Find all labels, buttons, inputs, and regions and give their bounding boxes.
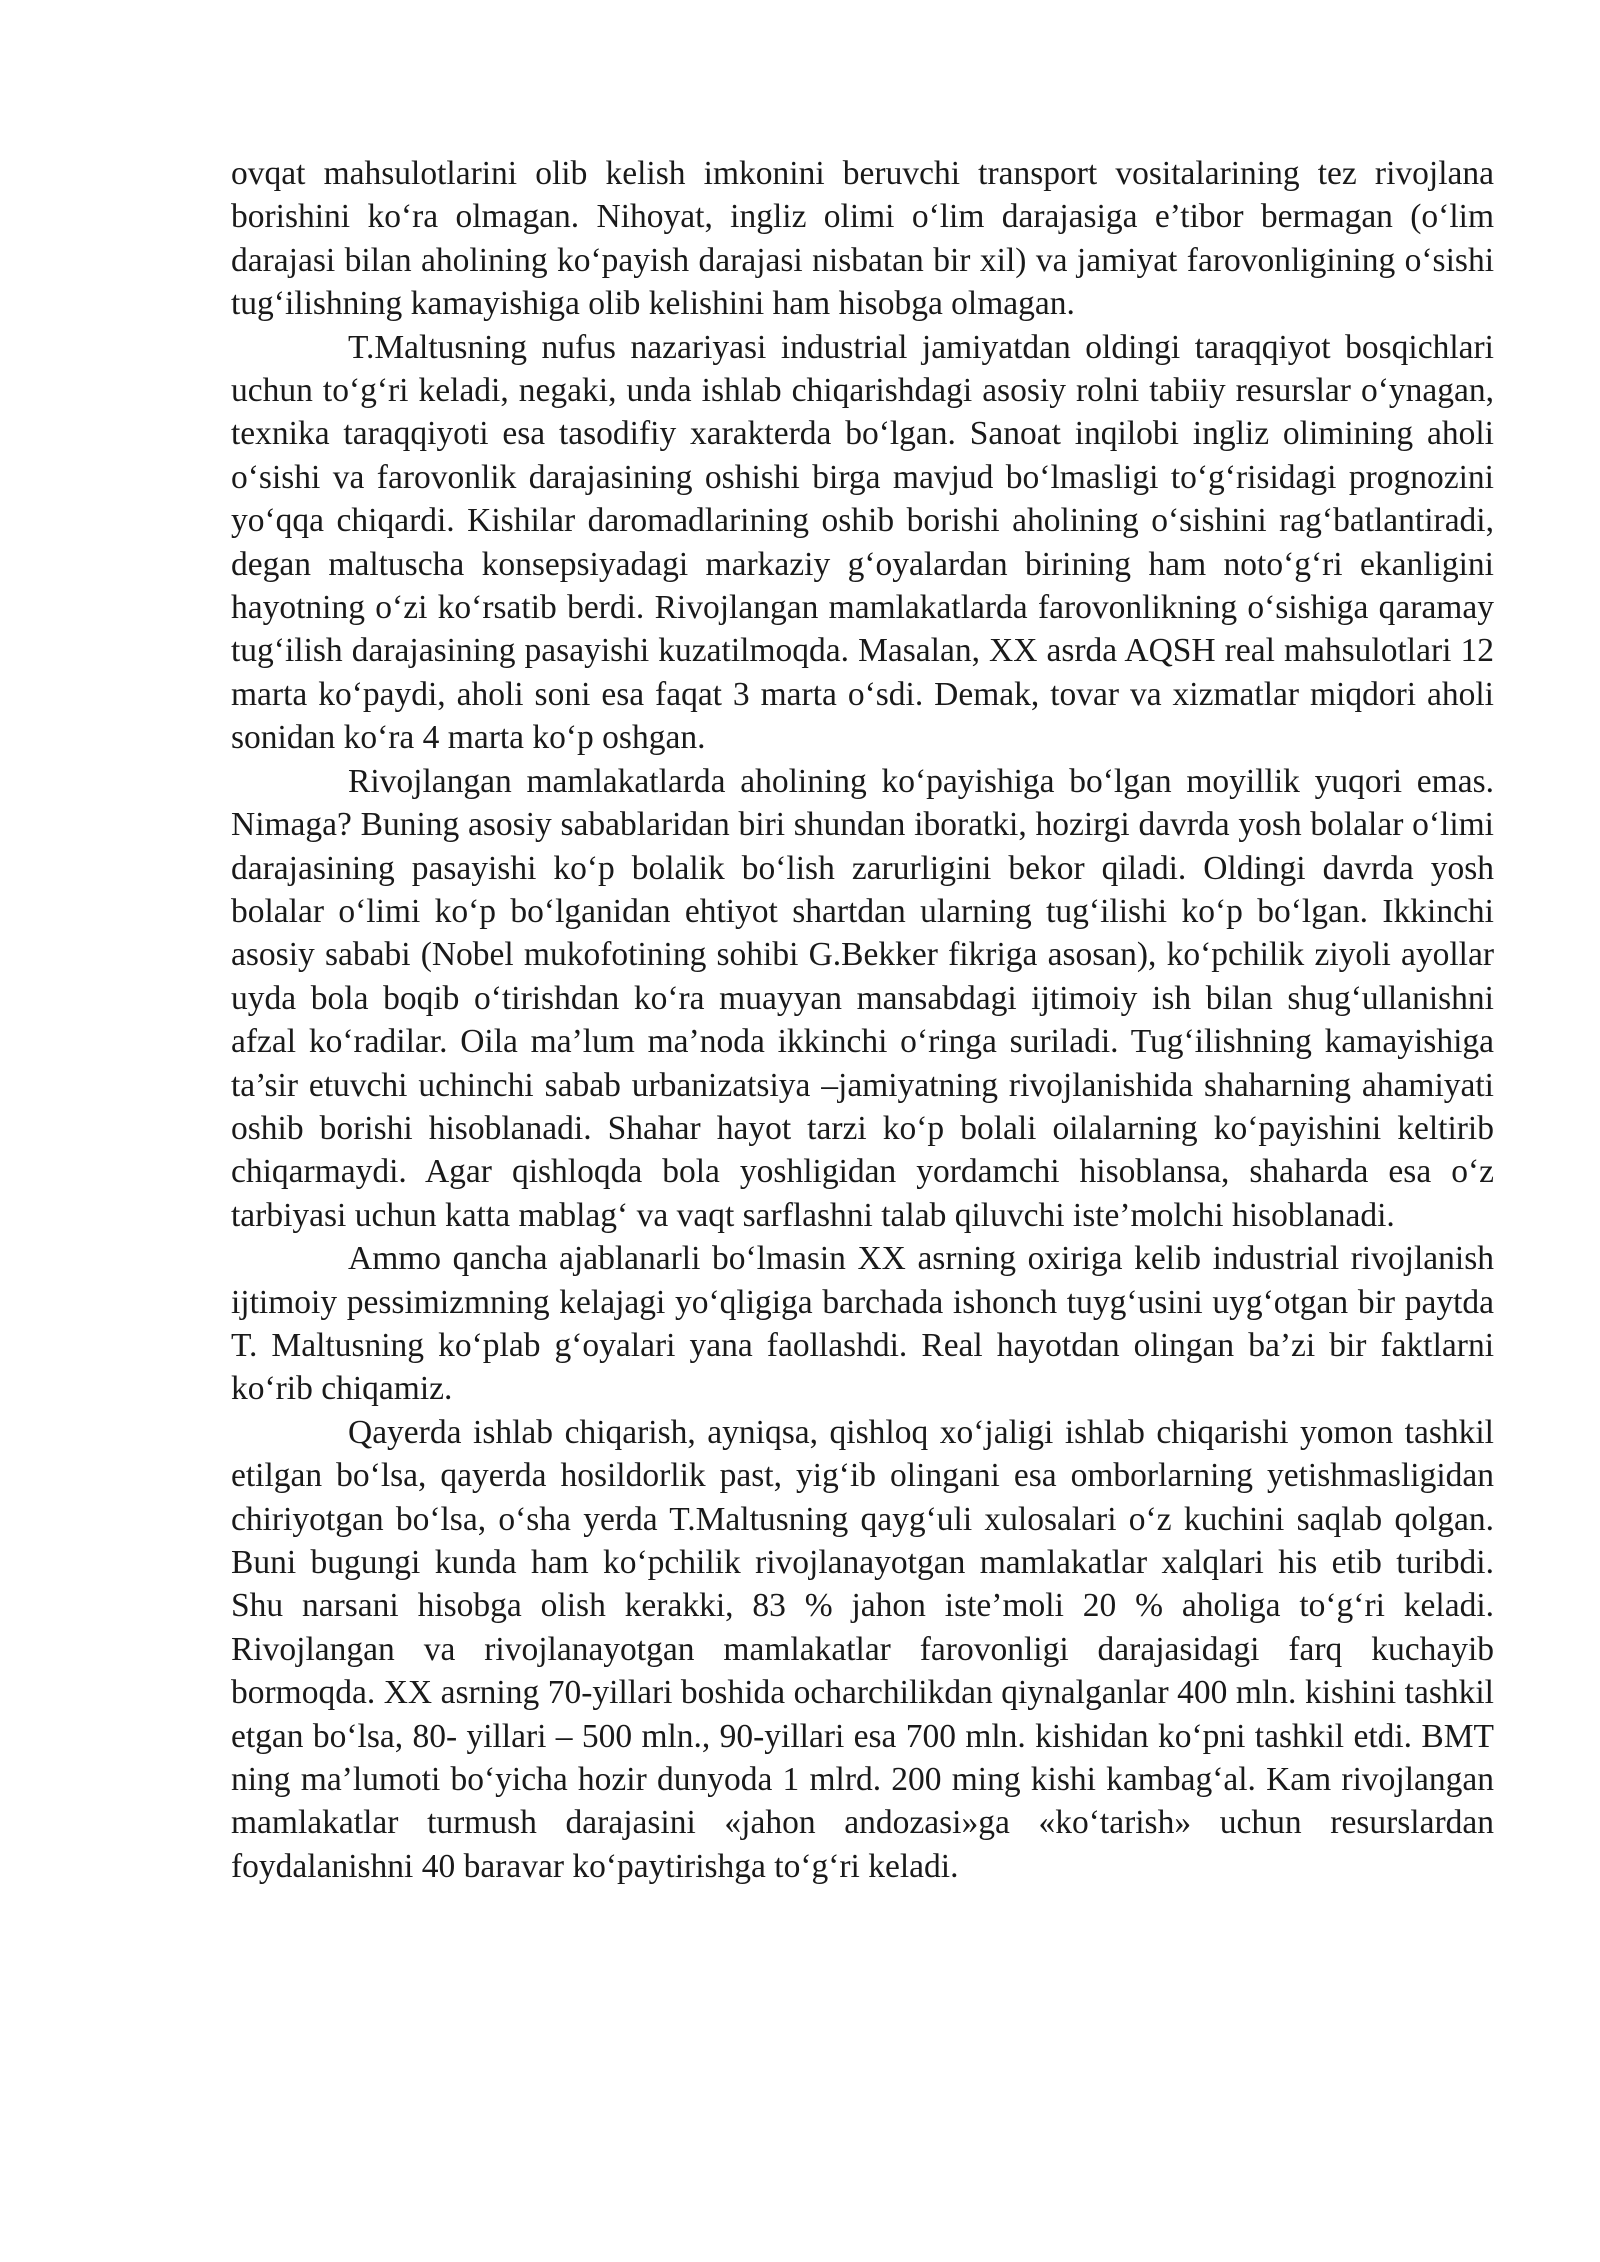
document-page [231, 152, 1494, 1888]
paragraph-2: T.Maltusning nufus nazariyasi industrial jamiyatdan oldingi taraqqiyot bosqichlari uchun toʻgʻri keladi, negaki, unda ishlab chiqarishdagi asosiy rolni tabiiy resurslar oʻynagan, texnika taraqqiyoti esa tasodifiy xarakterda boʻlgan. Sanoat inqilobi ingliz olimining aholi oʻsishi va farovonlik darajasining oshishi birga mavjud boʻlmasligi toʻgʻrisidagi prognozini yoʻqqa chiqardi. Kishilar daromadlarining oshib borishi aholining oʻsishini ragʻbatlantiradi, degan maltuscha konsepsiyadagi markaziy gʻoyalardan birining ham notoʻgʻri ekanligini hayotning oʻzi koʻrsatib berdi. Rivojlangan mamlakatlarda farovonlikning oʻsishiga qaramay tugʻilish darajasining pasayishi kuzatilmoqda. Masalan, XX asrda AQSH real mahsulotlari 12 marta koʻpaydi, aholi soni esa faqat 3 marta oʻsdi. Demak, tovar va xizmatlar miqdori aholi sonidan koʻra 4 marta koʻp oshgan. [231, 328, 1494, 757]
paragraph-4: Ammo qancha ajablanarli boʻlmasin XX asrning oxiriga kelib industrial rivojlanish ijtimoiy pessimizmning kelajagi yoʻqligiga barchada ishonch tuygʻusini uygʻotgan bir paytda T. Maltusning koʻplab gʻoyalari yana faollashdi. Real hayotdan olingan ba’zi bir faktlarni koʻrib chiqamiz. [231, 1240, 1494, 1408]
paragraph-1: ovqat mahsulotlarini olib kelish imkonini beruvchi transport vositalarining tez rivojlana borishini koʻra olmagan. Nihoyat, ingliz olimi oʻlim darajasiga e’tibor bermagan (oʻlim darajasi bilan aholining koʻpayish darajasi nisbatan bir xil) va jamiyat farovonligining oʻsishi tugʻilishning kamayishiga olib kelishini ham hisobga olmagan. [231, 155, 1494, 323]
paragraph-3: Rivojlangan mamlakatlarda aholining koʻpayishiga boʻlgan moyillik yuqori emas. Nimaga? Buning asosiy sabablaridan biri shundan iboratki, hozirgi davrda yosh bolalar oʻlimi darajasining pasayishi koʻp bolalik boʻlish zarurligini bekor qiladi. Oldingi davrda yosh bolalar oʻlimi koʻp boʻlganidan ehtiyot shartdan ularning tugʻilishi koʻp boʻlgan. Ikkinchi asosiy sababi (Nobel mukofotining sohibi G.Bekker fikriga asosan), koʻpchilik ziyoli ayollar uyda bola boqib oʻtirishdan koʻra muayyan mansabdagi ijtimoiy ish bilan shugʻullanishni afzal koʻradilar. Oila ma’lum ma’noda ikkinchi oʻringa suriladi. Tugʻilishning kamayishiga ta’sir etuvchi uchinchi sabab urbanizatsiya –jamiyatning rivojlanishida shaharning ahamiyati oshib borishi hisoblanadi. Shahar hayot tarzi koʻp bolali oilalarning koʻpayishini keltirib chiqarmaydi. Agar qishloqda bola yoshligidan yordamchi hisoblansa, shaharda esa oʻz tarbiyasi uchun katta mablagʻ va vaqt sarflashni talab qiluvchi iste’molchi hisoblanadi. [231, 762, 1494, 1234]
paragraph-5: Qayerda ishlab chiqarish, ayniqsa, qishloq xoʻjaligi ishlab chiqarishi yomon tashkil etilgan boʻlsa, qayerda hosildorlik past, yigʻib olingani esa omborlarning yetishmasligidan chiriyotgan boʻlsa, oʻsha yerda T.Maltusning qaygʻuli xulosalari oʻz kuchini saqlab qolgan. Buni bugungi kunda ham koʻpchilik rivojlanayotgan mamlakatlar xalqlari his etib turibdi. Shu narsani hisobga olish kerakki, 83 % jahon iste’moli 20 % aholiga toʻgʻri keladi. Rivojlangan va rivojlanayotgan mamlakatlar farovonligi darajasidagi farq kuchayib bormoqda. XX asrning 70-yillari boshida ocharchilikdan qiynalganlar 400 mln. kishini tashkil etgan boʻlsa, 80- yillari – 500 mln., 90-yillari esa 700 mln. kishidan koʻpni tashkil etdi. BMT ning ma’lumoti boʻyicha hozir dunyoda 1 mlrd. 200 ming kishi kambagʻal. Kam rivojlangan mamlakatlar turmush darajasini «jahon andozasi»ga «koʻtarish» uchun resurslardan foydalanishni 40 baravar koʻpaytirishga toʻgʻri keladi. [231, 1413, 1494, 1885]
